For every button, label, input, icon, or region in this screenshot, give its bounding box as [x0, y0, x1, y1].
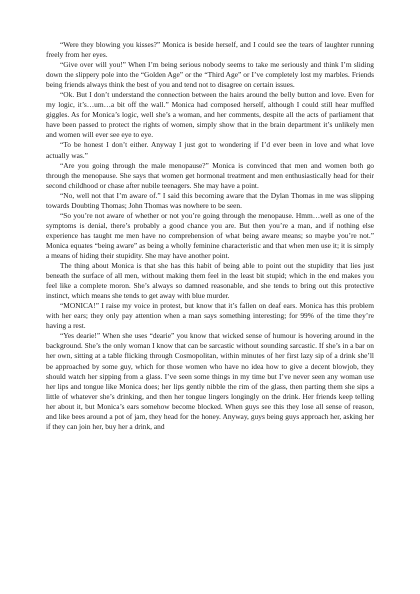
document-page — [46, 40, 374, 432]
paragraph-10: “Yes dearie!” When she uses “dearie” you know that wicked sense of humour is hovering around in the background. She’s the only woman I know that can be sarcastic without sounding sarcastic. If she’s in a bar on her own, sitting at a table flicking through Cosmopolitan, within minutes of her first lazy sip of a drink she’ll be approached by some guy, which for those women who have no idea how to give a decent blowjob, they should watch her sipping from a glass. I’ve seen some things in my time but I’ve never seen any woman use her lips and tongue like Monica does; her lips gently nibble the rim of the glass, then parting them she sips a little of whatever she’s drinking, and then her tongue lingers longingly on the drink. Her friends keep telling her about it, but Monica’s ears somehow become blocked. When guys see this they lose all sense of reason, and like bees around a pot of jam, they head for the honey. Anyway, guys being guys approach her, asking her if they can join her, buy her a drink, and — [46, 331, 374, 431]
paragraph-4: “To be honest I don’t either. Anyway I just got to wondering if I’d ever been in love and what love actually was.” — [46, 140, 374, 160]
paragraph-2: “Give over will you!” When I’m being serious nobody seems to take me seriously and think I’m sliding down the slippery pole into the “Golden Age” or the “Third Age” or I’ve completely lost my marbles. Friends being friends always think the best of you and tend not to disagree on certain issues. — [46, 60, 374, 90]
paragraph-9: “MONICA!” I raise my voice in protest, but know that it’s fallen on deaf ears. Monica has this problem with her ears; they only pay attention when a man says something interesting; for 99% of the time they’re having a rest. — [46, 301, 374, 331]
paragraph-3: “Ok. But I don’t understand the connection between the hairs around the belly button and love. Even for my logic, it’s…um…a bit off the wall.” Monica had composed herself, although I could still hear muffled giggles. As for Monica’s logic, well she’s a woman, and her comments, despite all the acts of parliament that have been passed to protect the rights of women, simply show that in the brain department it’s unlikely men and women will ever see eye to eye. — [46, 90, 374, 140]
paragraph-5: “Are you going through the male menopause?” Monica is convinced that men and women both go through the menopause. She says that women get hormonal treatment and men enthusiastically head for their second childhood or chase after nubile teenagers. She may have a point. — [46, 160, 374, 190]
paragraph-7: “So you’re not aware of whether or not you’re going through the menopause. Hmm…well as one of the symptoms is denial, there’s probably a good chance you are. But then you’re a man, and if nothing else experience has taught me men have no comprehension of what being aware means; so maybe you’re not.” Monica equates “being aware” as being a wholly feminine characteristic and that when men use it; it is simply a means of hiding their stupidity. She may have another point. — [46, 210, 374, 260]
paragraph-1: “Were they blowing you kisses?” Monica is beside herself, and I could see the tears of laughter running freely from her eyes. — [46, 40, 374, 60]
paragraph-6: “No, well not that I’m aware of.” I said this becoming aware that the Dylan Thomas in me was slipping towards Doubting Thomas; John Thomas was nowhere to be seen. — [46, 190, 374, 210]
paragraph-8: The thing about Monica is that she has this habit of being able to point out the stupidity that lies just beneath the surface of all men, without making them feel in the least bit stupid; which in the end makes you feel like a complete moron. She’s always so damned reasonable, and she tends to bring out this protective instinct, which means she tends to get away with blue murder. — [46, 261, 374, 301]
